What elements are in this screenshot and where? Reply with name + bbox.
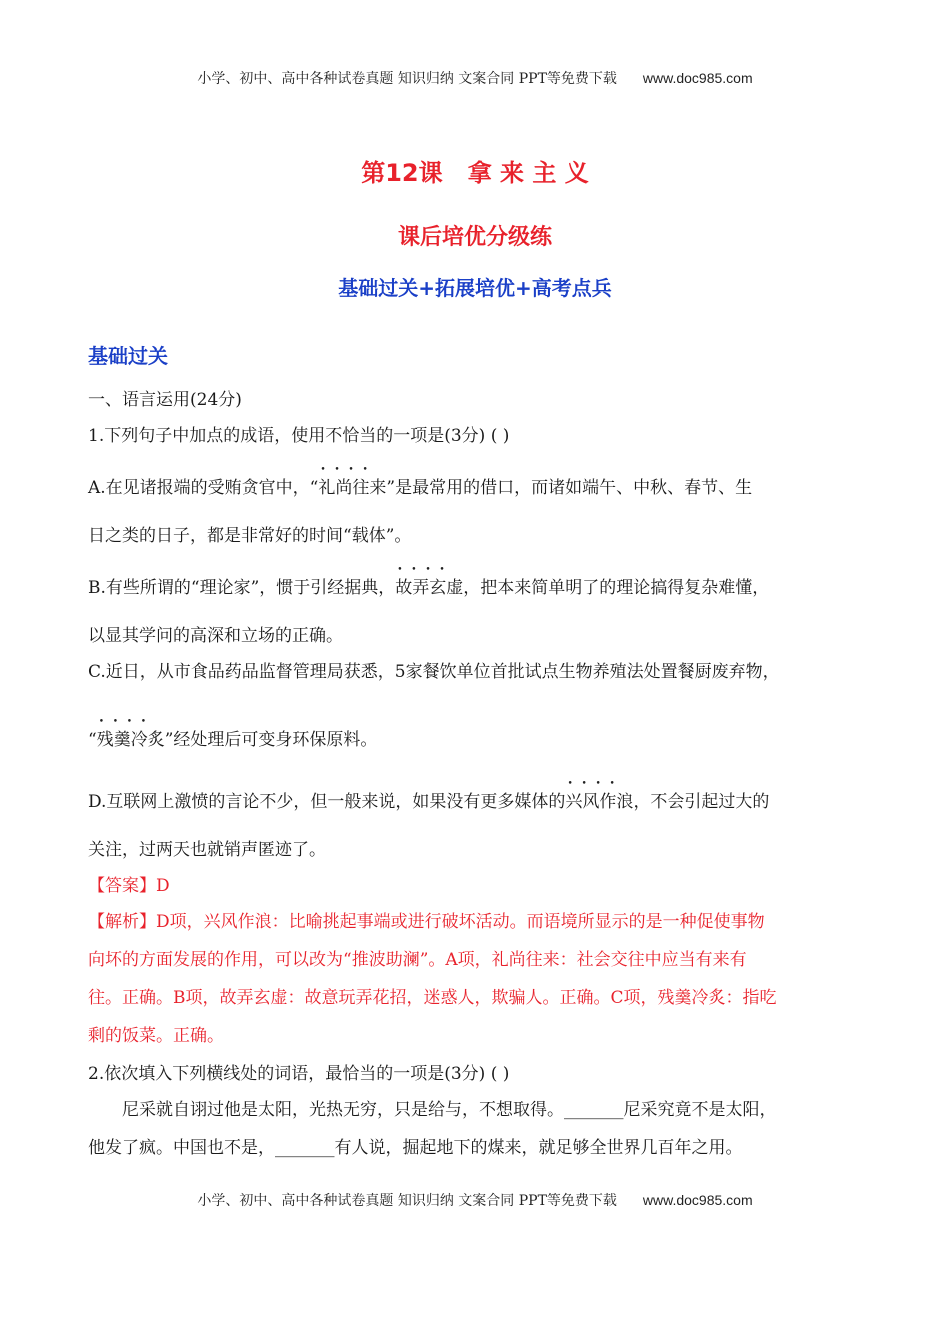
footer-banner [0, 1190, 950, 1210]
q1-option-a: A.在见诸报端的受贿贪官中，“• • 礼尚往来”是最常用的借口，而诸如端午、中秋、春节、生 [88, 476, 868, 500]
banner-text: 小学、初中、高中各种试卷真题 知识归纳 文案合同 PPT等免费下载 [197, 71, 617, 87]
q1-option-c-cont: “• • 残羹冷炙”经处理后可变身环保原料。 [88, 728, 868, 752]
q1-analysis-line: 往。正确。B项，故弄玄虚：故意玩弄花招，迷惑人，欺骗人。正确。C项，残羹冷炙：指吃 [88, 988, 777, 1008]
q1-option-c: C.近日，从市食品药品监督管理局获悉，5家餐饮单位首批试点生物养殖法处置餐厨废弃物， [88, 662, 780, 682]
q1-analysis-line: 向坏的方面发展的作用，可以改为“推波助澜”。A项，礼尚往来：社会交往中应当有来有 [88, 950, 747, 970]
q1-analysis-line: 【解析】D项，兴风作浪：比喻挑起事端或进行破坏活动。而语境所显示的是一种促使事物 [88, 912, 765, 932]
q2-passage: 尼采就自诩过他是太阳，光热无穷，只是给与，不想取得。_______尼采究竟不是太阳， [122, 1100, 777, 1120]
q2-passage-cont: 他发了疯。中国也不是，_______有人说，掘起地下的煤来，就足够全世界几百年之用。 [88, 1138, 743, 1158]
dotted-idiom: • • 残羹冷炙 [97, 728, 165, 752]
q2-stem: 2.依次填入下列横线处的词语，最恰当的一项是(3分) ( ) [88, 1064, 510, 1084]
banner-url[interactable]: www.doc985.com [642, 1192, 753, 1208]
dotted-idiom: • • 故弄玄虚 [395, 576, 463, 600]
q1-option-b-cont: 以显其学问的高深和立场的正确。 [88, 626, 343, 646]
dotted-idiom: • • 礼尚往来 [318, 476, 386, 500]
lesson-subtitle: 课后培优分级练 [397, 225, 552, 250]
banner-url[interactable]: www.doc985.com [642, 70, 753, 86]
q1-option-a-cont: 日之类的日子，都是非常好的时间“载体”。 [88, 526, 412, 546]
lesson-title: 第12课 拿 来 主 义 [361, 159, 589, 187]
banner-text: 小学、初中、高中各种试卷真题 知识归纳 文案合同 PPT等免费下载 [197, 1193, 617, 1209]
dotted-idiom: • • 兴风作浪 [565, 790, 633, 814]
q1-analysis-line: 剩的饭菜。正确。 [88, 1026, 224, 1046]
q1-option-d: D.互联网上激愤的言论不少，但一般来说，如果没有更多媒体的• • 兴风作浪，不会引起过大的 [88, 790, 868, 814]
part-heading: 一、语言运用(24分) [88, 390, 242, 410]
header-banner [0, 68, 950, 88]
q1-stem: 1.下列句子中加点的成语，使用不恰当的一项是(3分) ( ) [88, 426, 510, 446]
q1-option-d-cont: 关注，过两天也就销声匿迹了。 [88, 840, 326, 860]
q1-answer: 【答案】D [88, 876, 170, 896]
q1-option-b: B.有些所谓的“理论家”，惯于引经据典，• • 故弄玄虚，把本来简单明了的理论搞得复杂难懂， [88, 576, 868, 600]
section-heading: 基础过关 [88, 344, 168, 368]
lesson-subtitle-2: 基础过关+拓展培优+高考点兵 [338, 276, 612, 300]
